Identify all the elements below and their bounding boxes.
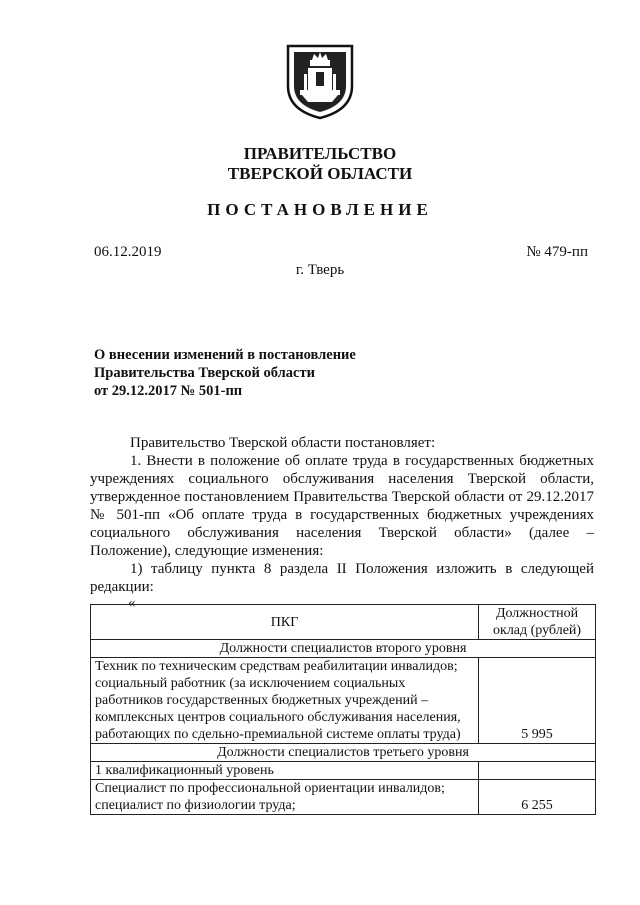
position-description: Техник по техническим средствам реабилитации инвалидов; социальный работник (за исключением социальных работников государственных бюджетных учреждений – комплексных центров социального обслуживания населения, работающих по сдельно-премиальной системе оплаты труда) [91,658,479,744]
paragraph-1-item-1: 1) таблицу пункта 8 раздела II Положения изложить в следующей редакции: [90,561,594,595]
qualification-level: 1 квалификационный уровень [91,762,479,780]
document-city: г. Тверь [295,262,345,278]
table-row [91,762,596,780]
salary-table [90,604,596,815]
subject-line: от 29.12.2017 № 501-пп [94,383,243,399]
position-description: Специалист по профессиональной ориентации инвалидов; специалист по физиологии труда; [91,780,479,815]
column-header-pkg: ПКГ [91,605,479,640]
document-body [90,434,594,610]
table-group-row [91,640,596,658]
group-title: Должности специалистов третьего уровня [91,744,596,762]
paragraph-1: 1. Внести в положение об оплате труда в государственных бюджетных учреждениях социального обслуживания населения Тверской области, утвержденное постановлением Правительства Тверской области от 29.12.2017 № 501-пп «Об оплате труда в государственных бюджетных учреждениях социального обслуживания населения Тверской области» (далее – Положение), следующие изменения: [90,453,594,559]
opening-quote: « [128,595,136,611]
table-row [91,780,596,815]
table-header-row [91,605,596,640]
document-number: № 479-пп [526,244,588,260]
government-title: ПРАВИТЕЛЬСТВО [243,144,397,163]
column-header-salary: Должностной оклад (рублей) [479,605,596,640]
table-group-row [91,744,596,762]
document-type: ПОСТАНОВЛЕНИЕ [207,200,433,219]
table-row [91,658,596,744]
salary-value: 6 255 [479,780,596,815]
subject-line: Правительства Тверской области [94,365,315,381]
group-title: Должности специалистов второго уровня [91,640,596,658]
salary-value-empty [479,762,596,780]
government-region: ТВЕРСКОЙ ОБЛАСТИ [227,164,413,183]
document-subject [94,346,356,400]
document-date: 06.12.2019 [94,244,162,260]
subject-line: О внесении изменений в постановление [94,347,356,363]
coat-of-arms-emblem [280,38,360,122]
resolution-intro: Правительство Тверской области постановляет: [130,435,436,451]
salary-value: 5 995 [479,658,596,744]
